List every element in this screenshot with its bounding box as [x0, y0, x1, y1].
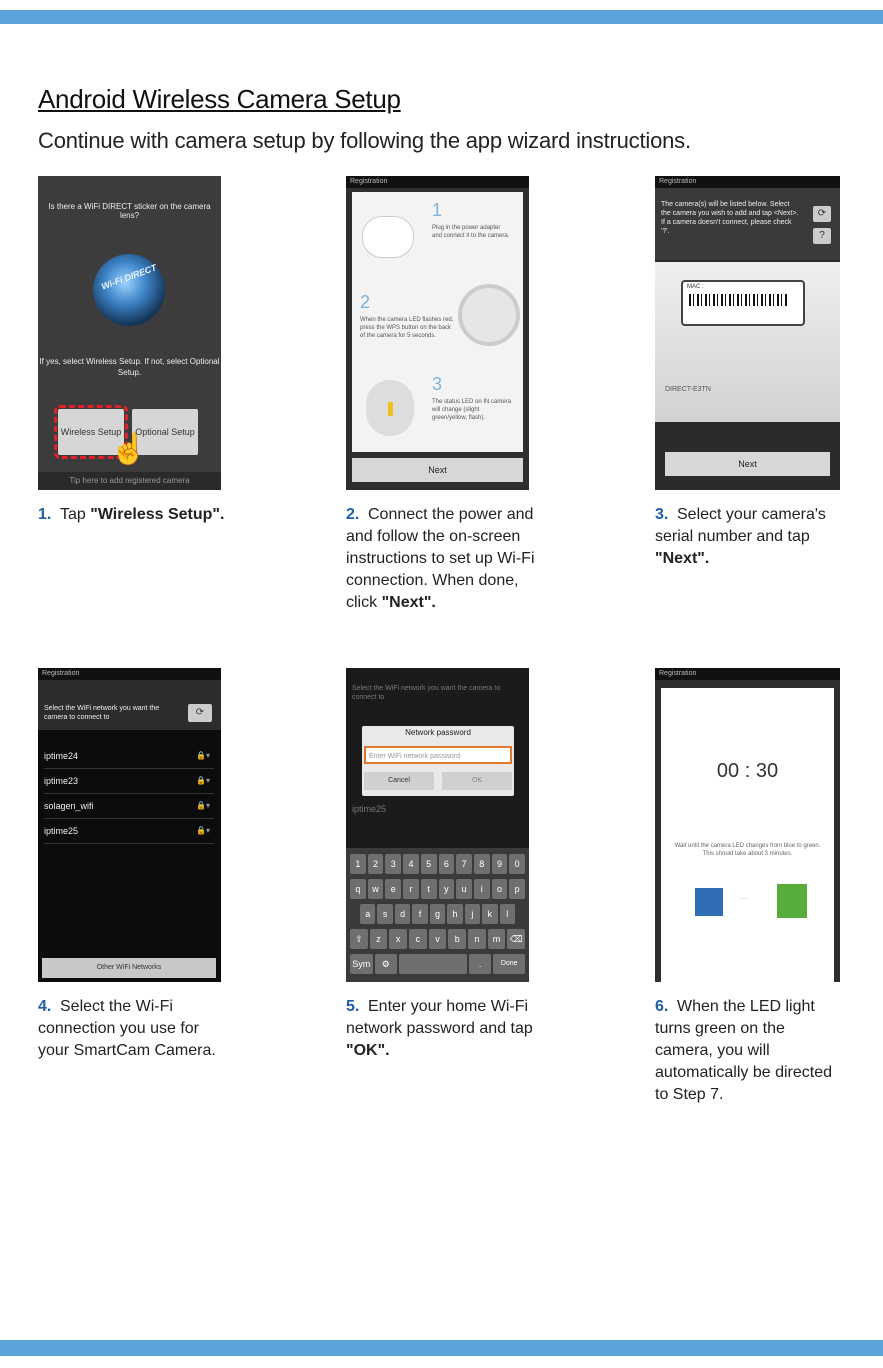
next-button[interactable]: Next	[665, 452, 830, 476]
key[interactable]: s	[377, 904, 392, 924]
step-caption-4	[38, 996, 228, 1062]
top-accent-bar	[0, 10, 883, 24]
dialog-title: Network password	[405, 728, 471, 737]
caption-bold: "OK".	[346, 1042, 390, 1059]
key[interactable]: 0	[509, 854, 525, 874]
network-name: iptime23	[44, 776, 79, 786]
step-caption-5	[346, 996, 536, 1062]
page-subtitle: Continue with camera setup by following the app wizard instructions.	[38, 128, 691, 153]
keyboard-row	[350, 879, 525, 899]
key[interactable]: j	[465, 904, 480, 924]
key[interactable]: w	[368, 879, 384, 899]
caption-text: Connect the power and and follow the on-screen instructions to set up Wi-Fi connection. When done, click	[346, 506, 535, 611]
wifi-network-item[interactable]	[44, 819, 214, 844]
wifi-direct-sticker-label: Wi-Fi DIRECT	[100, 262, 158, 292]
keyboard-row	[360, 904, 515, 924]
keyboard	[346, 848, 529, 982]
refresh-icon[interactable]: ⟳	[813, 206, 831, 222]
countdown-timer: 00 : 30	[716, 760, 779, 782]
key[interactable]: y	[439, 879, 455, 899]
network-name: iptime24	[44, 751, 79, 761]
caption-text: Select the Wi-Fi connection you use for your SmartCam Camera.	[38, 998, 216, 1059]
background-instruction: Select the WiFi network you want the camera to connect to	[352, 685, 501, 701]
camera-back-image	[458, 284, 520, 346]
screenshot-wireless-setup	[38, 176, 221, 490]
caption-bold: "Next".	[381, 594, 436, 611]
wait-instruction: Wait until the camera LED changes from blue to green. This should take about 3 minutes.	[674, 843, 821, 857]
refresh-icon[interactable]: ⟳	[188, 704, 212, 722]
lock-wifi-icon: 🔒▾	[196, 776, 210, 785]
key[interactable]: b	[448, 929, 466, 949]
step-number: 1	[432, 200, 443, 220]
key[interactable]: l	[500, 904, 515, 924]
key[interactable]: 3	[385, 854, 401, 874]
keyboard-row	[350, 854, 525, 874]
key[interactable]: 8	[474, 854, 490, 874]
screenshot-select-wifi	[38, 668, 221, 982]
wireless-setup-button[interactable]: Wireless Setup	[58, 409, 124, 455]
led-indicator	[388, 402, 393, 416]
caption-bold: "Wireless Setup".	[90, 506, 225, 523]
caption-text: Enter your home Wi-Fi network password and tap	[346, 998, 533, 1037]
step-caption-2	[346, 504, 536, 614]
pointer-hand-icon: ☝	[110, 433, 148, 466]
barcode	[689, 294, 789, 306]
other-wifi-networks-button[interactable]: Other WiFi Networks	[42, 958, 216, 978]
space-key[interactable]	[399, 954, 467, 974]
optional-setup-button[interactable]: Optional Setup	[132, 409, 198, 455]
period-key[interactable]: .	[469, 954, 492, 974]
wifi-network-item[interactable]	[44, 769, 214, 794]
key[interactable]: q	[350, 879, 366, 899]
background-network: iptime25	[352, 804, 387, 814]
wifi-direct-question: Is there a WiFi DIRECT sticker on the camera lens?	[48, 202, 211, 220]
screenshot-wait-led	[655, 668, 840, 982]
lock-wifi-icon: 🔒▾	[196, 751, 210, 760]
key[interactable]: 1	[350, 854, 366, 874]
caption-text: Tap	[60, 506, 91, 523]
key[interactable]: x	[389, 929, 407, 949]
network-name: iptime25	[44, 826, 79, 836]
step-number: 2	[360, 292, 371, 312]
screenshot-select-camera	[655, 176, 840, 490]
caption-bold: "Next".	[655, 550, 710, 567]
add-registered-camera-tip[interactable]: Tip here to add registered camera	[38, 472, 221, 490]
key[interactable]: t	[421, 879, 437, 899]
step-number: 5.	[346, 998, 360, 1015]
key[interactable]: c	[409, 929, 427, 949]
status-bar: Registration	[655, 176, 840, 188]
key[interactable]: r	[403, 879, 419, 899]
help-icon[interactable]: ?	[813, 228, 831, 244]
step-caption-3	[655, 504, 835, 570]
key[interactable]: h	[447, 904, 462, 924]
caption-text: When the LED light turns green on the camera, you will automatically be directed to Step 7.	[655, 998, 832, 1103]
instruction-panel	[352, 192, 523, 452]
key[interactable]: d	[395, 904, 410, 924]
password-input[interactable]: Enter WiFi network password	[364, 746, 512, 764]
screenshot-enter-password	[346, 668, 529, 982]
cancel-button[interactable]: Cancel	[364, 772, 434, 790]
settings-key[interactable]: ⚙	[375, 954, 398, 974]
key[interactable]: n	[468, 929, 486, 949]
key[interactable]: m	[488, 929, 506, 949]
key[interactable]: 2	[368, 854, 384, 874]
key[interactable]: v	[429, 929, 447, 949]
screenshot-connect-power	[346, 176, 529, 490]
key[interactable]: z	[370, 929, 388, 949]
next-button[interactable]: Next	[352, 458, 523, 482]
status-bar: Registration	[346, 176, 529, 188]
instruction-step-3: The status LED on IN camera will change (slight green/yellow, flash).	[432, 399, 512, 421]
key[interactable]: 6	[439, 854, 455, 874]
step-caption-1	[38, 504, 238, 526]
camera-ssid[interactable]: DIRECT-E3TN	[665, 386, 711, 393]
key[interactable]: o	[492, 879, 508, 899]
key[interactable]: g	[430, 904, 445, 924]
key[interactable]: 4	[403, 854, 419, 874]
wifi-instruction: Select the WiFi network you want the camera to connect to	[44, 705, 160, 721]
lock-wifi-icon: 🔒▾	[196, 826, 210, 835]
power-adapter-image	[362, 216, 414, 258]
backspace-key[interactable]: ⌫	[507, 929, 525, 949]
key[interactable]: p	[509, 879, 525, 899]
status-bar: Registration	[38, 668, 221, 680]
keyboard-row	[350, 954, 525, 974]
page-title: Android Wireless Camera Setup	[38, 84, 401, 114]
sym-key[interactable]: Sym	[350, 954, 373, 974]
key[interactable]: u	[456, 879, 472, 899]
status-bar: Registration	[655, 668, 840, 680]
network-name: solagen_wifi	[44, 801, 94, 811]
step-number: 2.	[346, 506, 360, 523]
setup-instruction: If yes, select Wireless Setup. If not, select Optional Setup.	[39, 357, 220, 377]
key[interactable]: e	[385, 879, 401, 899]
step-number: 3.	[655, 506, 669, 523]
ok-button[interactable]: OK	[442, 772, 512, 790]
wifi-network-item[interactable]	[44, 794, 214, 819]
wifi-network-item[interactable]	[44, 744, 214, 769]
step-number: 6.	[655, 998, 669, 1015]
key[interactable]: 5	[421, 854, 437, 874]
step-number: 1.	[38, 506, 52, 523]
key[interactable]: 7	[456, 854, 472, 874]
sticker-mac-label: MAC :	[687, 284, 704, 290]
wait-card	[661, 688, 834, 982]
instruction-step-2: When the camera LED flashes red, press the WPS button on the back of the camera for 5 seconds.	[360, 317, 454, 339]
ellipsis-icon: ···	[739, 893, 749, 904]
shift-key[interactable]: ⇧	[350, 929, 368, 949]
green-led-swatch	[777, 884, 807, 918]
blue-led-swatch	[695, 888, 723, 916]
camera-list-instruction: The camera(s) will be listed below. Select the camera you wish to add and tap <Next>. If a camera doesn't connect, please check '?'.	[661, 201, 799, 235]
key[interactable]: a	[360, 904, 375, 924]
key[interactable]: i	[474, 879, 490, 899]
key[interactable]: 9	[492, 854, 508, 874]
step-number: 3	[432, 374, 443, 394]
caption-text: Select your camera's serial number and tap	[655, 506, 826, 545]
instruction-step-1: Plug in the power adapter and connect it to the camera.	[432, 225, 510, 239]
bottom-accent-bar	[0, 1340, 883, 1356]
lock-wifi-icon: 🔒▾	[196, 801, 210, 810]
step-number: 4.	[38, 998, 52, 1015]
done-key[interactable]: Done	[493, 954, 525, 974]
key[interactable]: f	[412, 904, 427, 924]
keyboard-row	[350, 929, 525, 949]
key[interactable]: k	[482, 904, 497, 924]
step-caption-6	[655, 996, 835, 1106]
